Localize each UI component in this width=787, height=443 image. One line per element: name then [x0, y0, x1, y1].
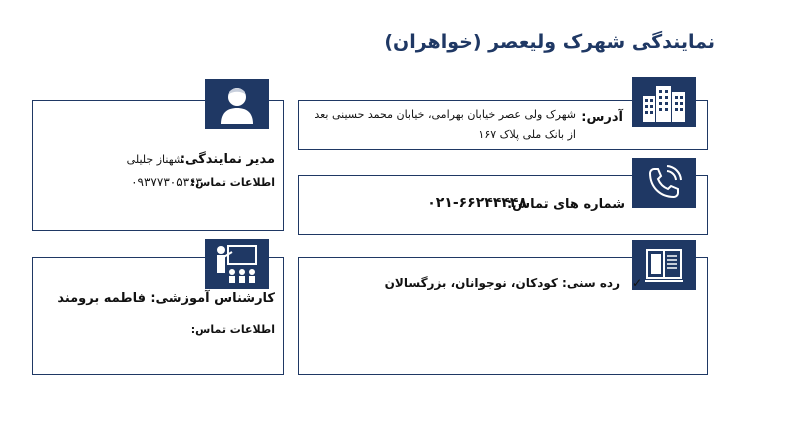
buildings-icon	[632, 77, 696, 127]
manager-contact-value: ۰۹۳۷۷۳۰۵۳۶۳	[131, 175, 202, 189]
expert-contact-label: اطلاعات تماس:	[190, 323, 275, 336]
manager-contact-label: اطلاعات تماس:	[190, 176, 275, 189]
person-icon	[205, 79, 269, 129]
phone-icon	[632, 158, 696, 208]
page-title: نمایندگی شهرک ولیعصر (خواهران)	[384, 31, 715, 53]
teacher-icon	[205, 239, 269, 289]
manager-label: مدیر نمایندگی:	[179, 152, 275, 167]
manager-name: شهناز جلیلی	[126, 153, 183, 166]
expert-label: کارشناس آموزشی:	[150, 291, 275, 306]
address-line-1: شهرک ولی عصر خیابان بهرامی، خیابان محمد حسینی بعد	[314, 108, 576, 121]
phone-label: شماره های تماس:	[506, 197, 625, 212]
check-icon: ✓	[632, 276, 643, 290]
address-label: آدرس:	[581, 110, 623, 125]
age-text: رده سنی: کودکان، نوجوانان، بزرگسالان	[384, 276, 620, 290]
phone-value: ۰۲۱-۶۶۲۴۴۴۴۸	[427, 195, 527, 211]
address-line-2: از بانک ملی پلاک ۱۶۷	[478, 128, 576, 141]
expert-name: فاطمه برومند	[57, 291, 146, 306]
